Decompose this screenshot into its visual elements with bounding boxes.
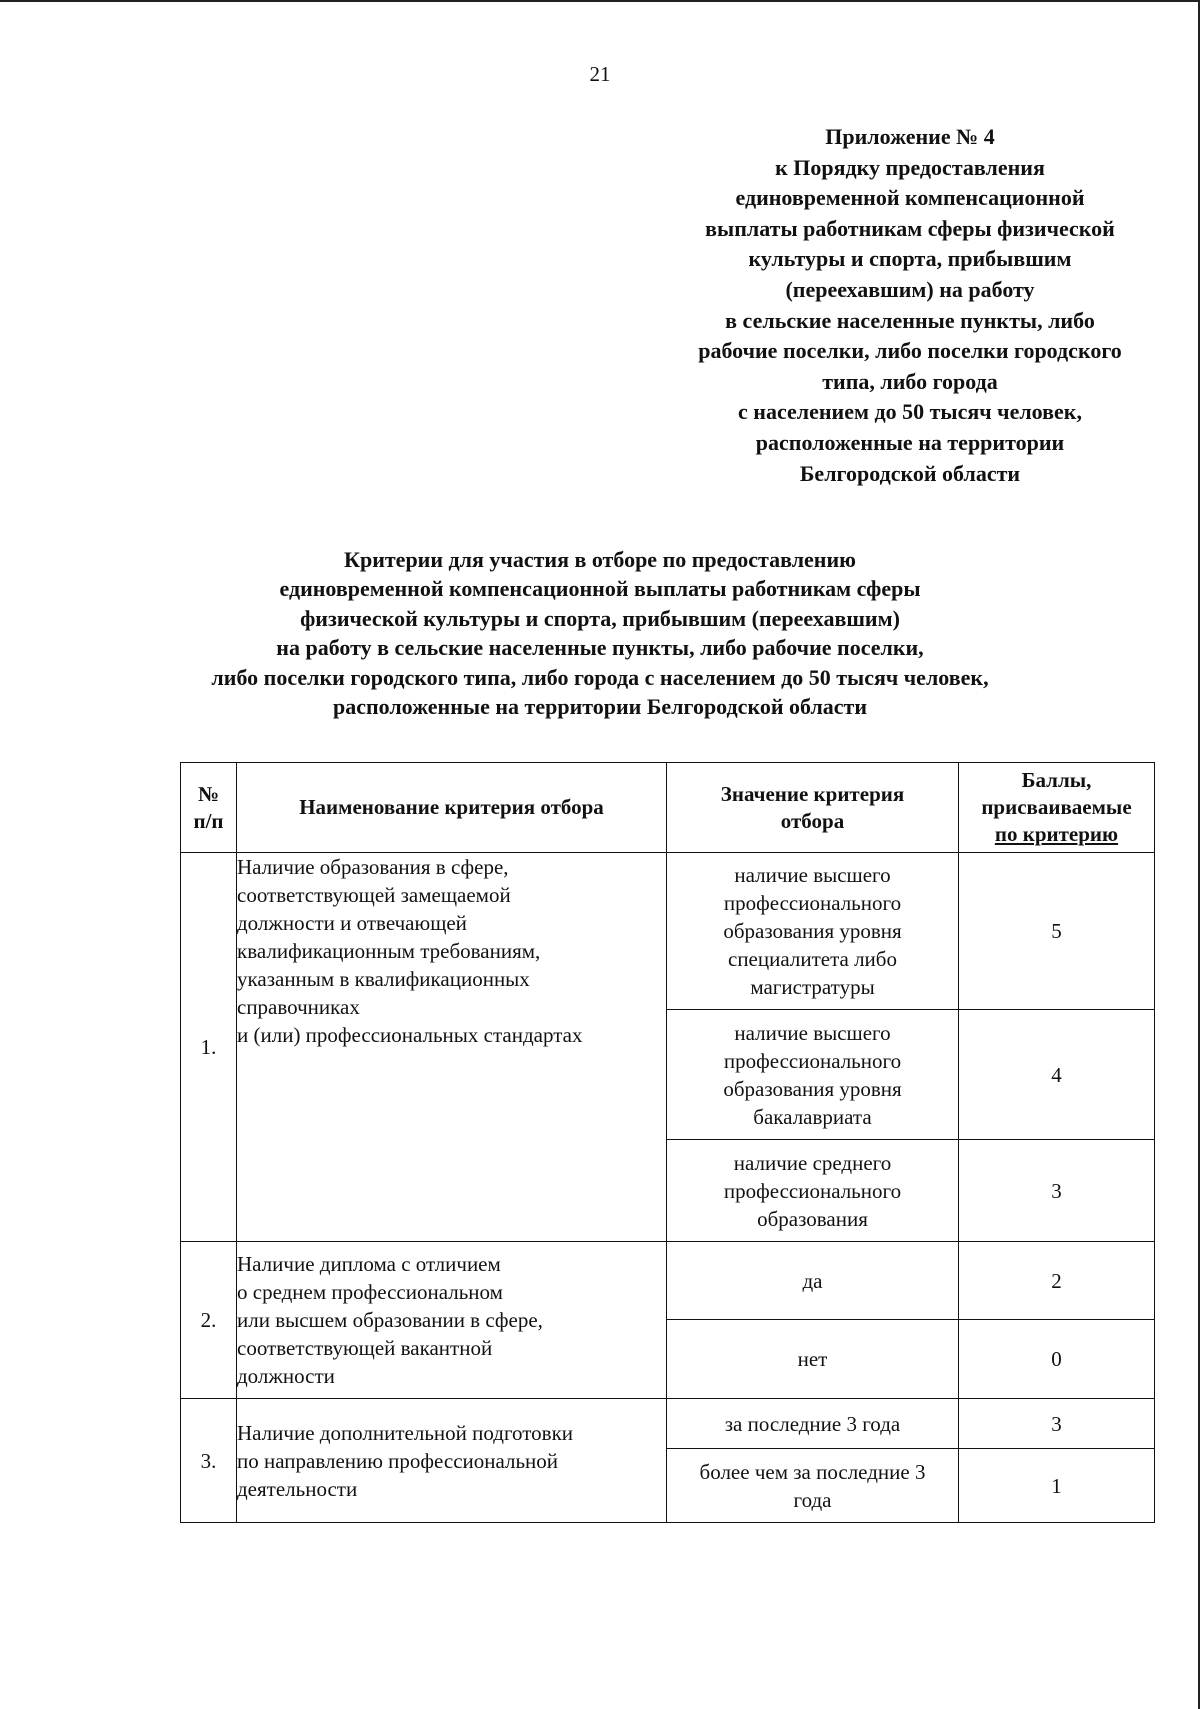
appendix-line: культуры и спорта, прибывшим — [748, 246, 1072, 272]
header-score — [959, 763, 1155, 853]
header-score-line: по критерию — [994, 822, 1119, 846]
header-value — [667, 763, 959, 853]
criterion-value-line: магистратуры — [750, 975, 875, 999]
criterion-name-line: Наличие образования в сфере, — [237, 855, 509, 879]
appendix-line: типа, либо города — [822, 368, 998, 394]
criterion-score: 5 — [959, 853, 1155, 1010]
table-row — [181, 1242, 1155, 1320]
criteria-table — [180, 762, 1155, 1523]
appendix-line: рабочие поселки, либо поселки городского — [698, 338, 1122, 364]
criterion-score: 4 — [959, 1010, 1155, 1140]
header-name-text: Наименование критерия отбора — [299, 795, 604, 819]
criterion-value-line: наличие высшего — [734, 1020, 891, 1045]
criterion-name-line: должности и отвечающей — [237, 911, 467, 935]
criterion-value-line: профессионального — [723, 1048, 902, 1073]
criterion-name-line: квалификационным требованиям, — [237, 939, 541, 963]
row-num: 1. — [181, 853, 237, 1242]
criterion-name-line: или высшем образовании в сфере, — [237, 1308, 543, 1332]
criterion-name-line: Наличие диплома с отличием — [237, 1252, 501, 1276]
appendix-line: к Порядку предоставления — [775, 154, 1045, 180]
header-num-line: № — [197, 781, 220, 806]
header-score-line: присваиваемые — [981, 795, 1132, 819]
criteria-title-line: расположенные на территории Белгородской области — [332, 694, 868, 720]
criterion-name-line: должности — [237, 1364, 335, 1388]
appendix-line: расположенные на территории — [755, 429, 1065, 455]
criterion-score: 0 — [959, 1320, 1155, 1399]
appendix-line: единовременной компенсационной — [735, 185, 1085, 211]
criteria-title-line: на работу в сельские населенные пункты, либо рабочие поселки, — [276, 635, 924, 661]
criteria-title-line: физической культуры и спорта, прибывшим (переехавшим) — [300, 605, 900, 631]
criterion-value-line: образования уровня — [723, 919, 902, 943]
criteria-title-line: либо поселки городского типа, либо города с населением до 50 тысяч человек, — [211, 664, 989, 690]
criterion-value-line: профессионального — [723, 891, 902, 915]
criterion-value — [667, 1140, 959, 1242]
criterion-score: 2 — [959, 1242, 1155, 1320]
criteria-title-line: Критерии для участия в отборе по предоставлению — [344, 547, 856, 572]
criterion-value-line: образования — [757, 1206, 868, 1231]
page-number: 21 — [589, 62, 611, 86]
criterion-value — [667, 853, 959, 1010]
criterion-name-line: указанным в квалификационных — [237, 967, 530, 991]
table-row — [181, 1399, 1155, 1449]
criterion-name-line: по направлению профессиональной — [237, 1448, 559, 1473]
criterion-name — [237, 1399, 667, 1523]
appendix-line: Белгородской области — [799, 460, 1021, 486]
criterion-value: да — [667, 1242, 959, 1320]
appendix-line: Приложение № 4 — [825, 124, 995, 149]
header-num — [181, 763, 237, 853]
criterion-name-line: соответствующей замещаемой — [237, 883, 511, 907]
header-value-line: отбора — [780, 808, 845, 833]
criterion-name-line: о среднем профессиональном — [237, 1280, 503, 1304]
criterion-value-line: профессионального — [723, 1178, 902, 1203]
row-num: 3. — [181, 1399, 237, 1523]
criterion-value: за последние 3 года — [667, 1399, 959, 1449]
criterion-value-line: образования уровня — [723, 1076, 902, 1101]
table-header-row — [181, 763, 1155, 853]
criterion-value: нет — [667, 1320, 959, 1399]
header-name — [237, 763, 667, 853]
criterion-score: 3 — [959, 1140, 1155, 1242]
criterion-name-line: справочниках — [237, 995, 360, 1019]
criterion-name-line: и (или) профессиональных стандартах — [237, 1023, 583, 1047]
criterion-value — [667, 1449, 959, 1523]
criterion-value-line: наличие высшего — [734, 863, 891, 887]
criterion-value — [667, 1010, 959, 1140]
header-value-line: Значение критерия — [720, 781, 905, 806]
appendix-line: выплаты работникам сферы физической — [705, 215, 1115, 241]
criterion-score: 3 — [959, 1399, 1155, 1449]
criterion-name-line: соответствующей вакантной — [237, 1336, 493, 1360]
criterion-value-line: наличие среднего — [733, 1150, 892, 1175]
page-border-top — [0, 0, 1200, 2]
row-num: 2. — [181, 1242, 237, 1399]
appendix-header — [640, 122, 1180, 489]
appendix-line: (переехавшим) на работу — [785, 276, 1035, 302]
criterion-name — [237, 1242, 667, 1399]
criterion-value-line: года — [793, 1487, 832, 1512]
criterion-value-line: более чем за последние 3 — [699, 1459, 926, 1484]
criteria-title — [130, 545, 1070, 721]
criterion-value-line: специалитета либо — [728, 947, 897, 971]
header-score-line: Баллы, — [1021, 768, 1092, 792]
appendix-line: в сельские населенные пункты, либо — [725, 307, 1095, 333]
criterion-score: 1 — [959, 1449, 1155, 1523]
criterion-name — [237, 853, 667, 1242]
criterion-name-line: деятельности — [237, 1476, 358, 1501]
appendix-line: с населением до 50 тысяч человек, — [738, 399, 1082, 425]
criterion-value-line: бакалавриата — [753, 1104, 872, 1129]
criterion-name-line: Наличие дополнительной подготовки — [237, 1420, 574, 1445]
criteria-title-line: единовременной компенсационной выплаты работникам сферы — [279, 576, 921, 602]
header-num-line: п/п — [193, 808, 224, 833]
table-row — [181, 853, 1155, 1010]
